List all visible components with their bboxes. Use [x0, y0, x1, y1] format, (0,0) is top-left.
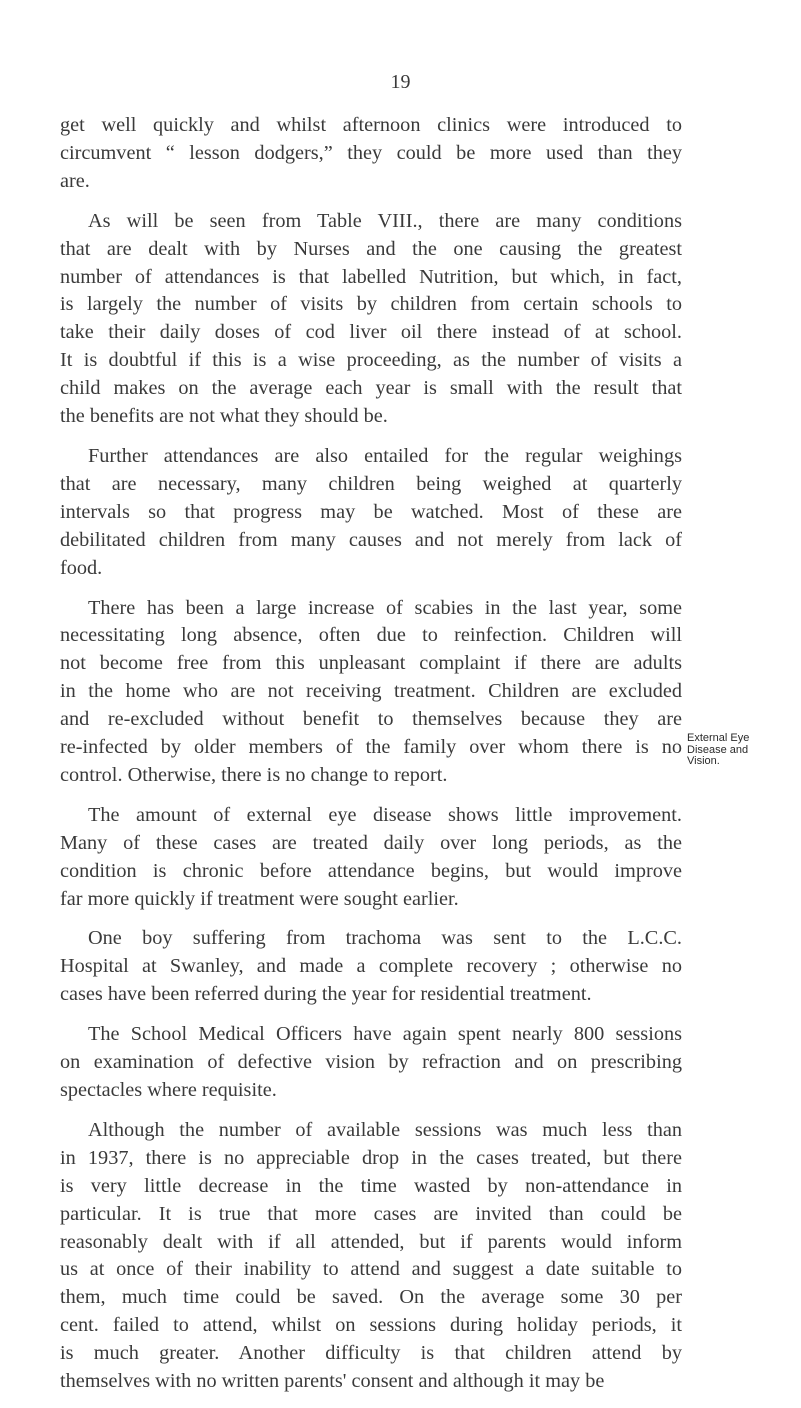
text-line: on examination of defective vision by refraction and on prescribing [60, 1051, 682, 1074]
paragraph [60, 802, 682, 914]
text-line: in the home who are not receiving treatment. Children are excluded [60, 680, 682, 703]
text-line: themselves with no written parents' consent and although it may be [60, 1370, 605, 1393]
paragraph [60, 925, 682, 1009]
text-line: and re-excluded without benefit to themselves because they are [60, 708, 682, 731]
paragraph [60, 595, 682, 790]
paragraph [60, 208, 682, 431]
text-line: in 1937, there is no appreciable drop in the cases treated, but there [60, 1146, 682, 1169]
text-line: necessitating long absence, often due to reinfection. Children will [60, 624, 682, 647]
text-line: Although the number of available sessions was much less than [88, 1118, 682, 1141]
text-line: As will be seen from Table VIII., there are many conditions [88, 209, 682, 232]
text-line: that are dealt with by Nurses and the one causing the greatest [60, 237, 682, 260]
text-line: the benefits are not what they should be. [60, 405, 388, 428]
text-line: them, much time could be saved. On the average some 30 per [60, 1286, 682, 1309]
text-line: Hospital at Swanley, and made a complete recovery ; otherwise no [60, 955, 682, 978]
text-line: take their daily doses of cod liver oil there instead of at school. [60, 321, 682, 344]
page-number: 19 [390, 71, 411, 93]
paragraph [60, 443, 682, 583]
paragraph [60, 1117, 682, 1396]
text-line: circumvent “ lesson dodgers,” they could be more used than they [60, 141, 682, 164]
text-line: It is doubtful if this is a wise proceeding, as the number of visits a [60, 349, 682, 372]
text-line: Many of these cases are treated daily over long periods, as the [60, 831, 682, 854]
body-text [60, 112, 682, 1408]
text-line: The School Medical Officers have again spent nearly 800 sessions [88, 1023, 682, 1046]
text-line: reasonably dealt with if all attended, but if parents would inform [60, 1230, 682, 1253]
text-line: us at once of their inability to attend and suggest a date suitable to [60, 1258, 682, 1281]
text-line: is much greater. Another difficulty is that children attend by [60, 1342, 682, 1365]
margin-note-line: Vision. [687, 755, 720, 767]
text-line: One boy suffering from trachoma was sent to the L.C.C. [88, 927, 682, 950]
margin-note-line: Disease and [687, 743, 749, 756]
text-line: re-infected by older members of the family over whom there is no [60, 736, 682, 759]
text-line: intervals so that progress may be watched. Most of these are [60, 500, 682, 523]
text-line: The amount of external eye disease shows little improvement. [88, 803, 682, 826]
text-line: spectacles where requisite. [60, 1079, 277, 1101]
text-line: is very little decrease in the time wasted by non-attendance in [60, 1174, 682, 1197]
text-line: Further attendances are also entailed for the regular weighings [88, 444, 682, 467]
text-line: control. Otherwise, there is no change to report. [60, 763, 448, 786]
text-line: far more quickly if treatment were sought earlier. [60, 887, 459, 910]
paragraph [60, 112, 682, 196]
text-line: are. [60, 169, 90, 192]
text-line: not become free from this unpleasant complaint if there are adults [60, 652, 682, 675]
text-line: cases have been referred during the year for residential treatment. [60, 983, 592, 1006]
text-line: debilitated children from many causes and not merely from lack of [60, 528, 682, 551]
text-line: cent. failed to attend, whilst on sessions during holiday periods, it [60, 1314, 682, 1337]
paragraph [60, 1021, 682, 1105]
text-line: number of attendances is that labelled Nutrition, but which, in fact, [60, 265, 682, 288]
margin-note-line: External Eye [687, 732, 750, 744]
text-line: that are necessary, many children being weighed at quarterly [60, 472, 682, 495]
text-line: child makes on the average each year is small with the result that [60, 377, 682, 400]
text-line: food. [60, 556, 103, 579]
text-line: is largely the number of visits by children from certain schools to [60, 293, 682, 316]
margin-note-external-eye [687, 733, 801, 768]
text-line: get well quickly and whilst afternoon clinics were introduced to [60, 114, 682, 136]
text-line: particular. It is true that more cases are invited than could be [60, 1202, 682, 1225]
text-line: condition is chronic before attendance begins, but would improve [60, 859, 682, 882]
text-line: There has been a large increase of scabies in the last year, some [88, 596, 682, 619]
